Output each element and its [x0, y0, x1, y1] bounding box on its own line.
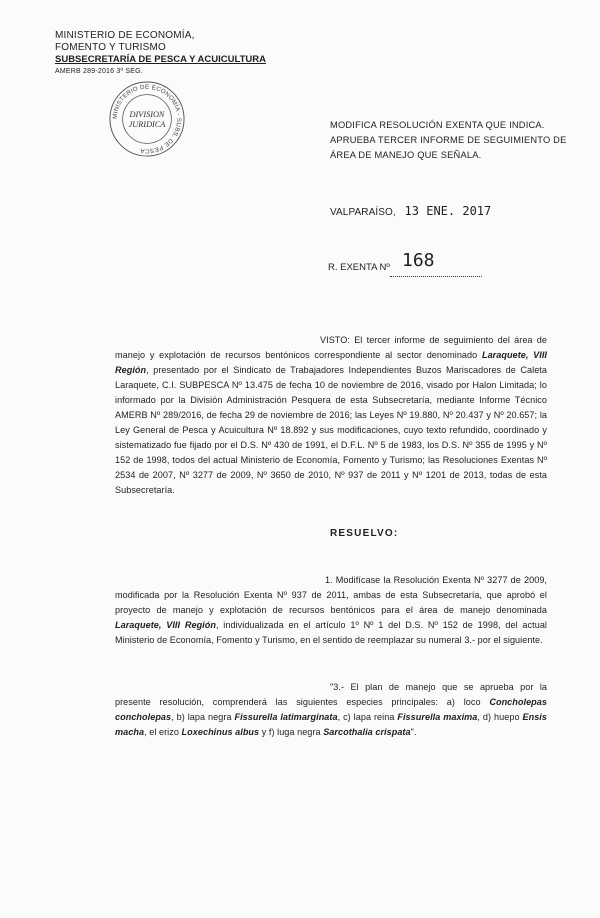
resuelvo-heading: RESUELVO:	[330, 528, 399, 539]
numeral-text-5: , el erizo	[144, 727, 182, 737]
article-1-rest: , individualizada en el artículo 1º Nº 1 del D.S. Nº 152 de 1998, del actual Ministerio de Economía, Fomento y Turismo, en el sentido de reemplazar su numeral 3.- por el siguiente.	[115, 620, 548, 645]
numeral-text-4: , d) huepo	[477, 712, 523, 722]
stamp-juridica: JURIDICA	[128, 119, 166, 129]
city: VALPARAÍSO,	[330, 207, 396, 218]
resolution-label: R. EXENTA Nº	[328, 262, 390, 273]
numeral-text-3: , c) lapa reina	[337, 712, 398, 722]
document-reference: AMERB 289-2016 3º SEG.	[55, 68, 143, 75]
species-lapa-reina: Fissurella maxima	[397, 712, 478, 722]
numeral-text-7: ".	[410, 727, 417, 737]
species-luga-negra: Sarcothalia crispata	[323, 727, 411, 737]
subject-line-1: MODIFICA RESOLUCIÓN EXENTA QUE INDICA.	[330, 120, 545, 130]
resolution-number-block	[328, 250, 435, 273]
number-underline	[390, 276, 482, 277]
species-lapa-negra: Fissurella latimarginata	[234, 712, 338, 722]
species-loco: Concholepas concholepas	[115, 697, 547, 722]
visto-lead: VISTO: El tercer informe de seguimiento del área de manejo y explotación de recursos bentónicos correspondiente al sector denominado	[115, 335, 547, 360]
numeral-text-6: y f) luga negra	[259, 727, 324, 737]
stamp-division: DIVISION	[129, 110, 165, 120]
visto-section	[115, 333, 547, 498]
subject-line-2: APRUEBA TERCER INFORME DE SEGUIMIENTO DE	[330, 135, 567, 145]
numeral-text-2: , b) lapa negra	[171, 712, 235, 722]
place-and-date	[330, 204, 491, 218]
ministry-name: MINISTERIO DE ECONOMÍA,	[55, 30, 195, 41]
resolution-subject	[330, 118, 570, 163]
article-1-sector: Laraquete, VIII Región	[115, 620, 216, 630]
subsecretaria-name: SUBSECRETARÍA DE PESCA Y ACUICULTURA	[55, 54, 266, 65]
article-1	[115, 573, 547, 648]
division-juridica-stamp	[108, 80, 186, 158]
article-1-numeral-3	[115, 680, 547, 740]
date-stamp: 13 ENE. 2017	[404, 204, 492, 218]
species-erizo: Loxechinus albus	[181, 727, 260, 737]
resolution-number: 168	[402, 250, 435, 271]
subject-line-3: ÁREA DE MANEJO QUE SEÑALA.	[330, 150, 482, 160]
letterhead	[55, 30, 266, 78]
species-huepo: Ensis macha	[115, 712, 547, 737]
numeral-text-1: "3.- El plan de manejo que se aprueba por la presente resolución, comprenderá las siguientes especies principales: a) loco	[115, 682, 547, 707]
article-1-lead: 1. Modifícase la Resolución Exenta Nº 3277 de 2009, modificada por la Resolución Exenta Nº 937 de 2011, ambas de esta Subsecretaría, que aprobó el proyecto de manejo y explotación de recursos bentónicos para el área de manejo denominada	[115, 575, 547, 615]
ministry-name-line2: FOMENTO Y TURISMO	[55, 42, 167, 53]
visto-rest: , presentado por el Sindicato de Trabajadores Independientes Buzos Mariscadores de Caleta Laraquete, C.I. SUBPESCA Nº 13.475 de fecha 10 de noviembre de 2016, visado por Halon Limitada; lo informado por la División Administración Pesquera de esta Subsecretaría, mediante Informe Técnico AMERB Nº 289/2016, de fecha 29 de noviembre de 2016; las Leyes Nº 19.880, Nº 20.437 y Nº 20.657; la Ley General de Pesca y Acuicultura Nº 18.892 y sus modificaciones, cuyo texto refundido, coordinado y sistematizado fue fijado por el D.S. Nº 430 de 1991, el D.F.L. Nº 5 de 1983, los D.S. Nº 355 de 1995 y Nº 152 de 1998, todos del actual Ministerio de Economía, Fomento y Turismo; las Resoluciones Exentas Nº 2534 de 2007, Nº 3277 de 2009, Nº 3650 de 2010, Nº 937 de 2011 y Nº 1201 de 2013, todas de esta Subsecretaría.	[115, 365, 547, 495]
visto-sector: Laraquete, VIII Región	[115, 350, 547, 375]
stamp-ring-text: MINISTERIO DE ECONOMÍA - SUBS. DE PESCA	[111, 83, 183, 155]
